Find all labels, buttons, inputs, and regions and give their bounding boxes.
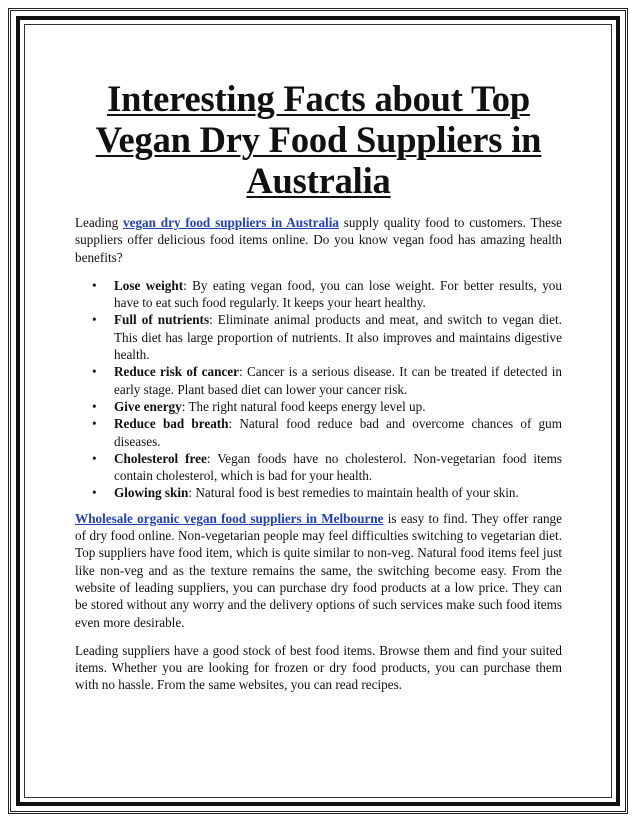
list-item-term: Glowing skin	[114, 485, 189, 501]
intro-text-after: supply quality food to customers. These suppliers offer delicious food items online. Do you know vegan food has amazing health benefits?	[75, 215, 563, 265]
intro-text-before: Leading	[75, 215, 124, 230]
list-item	[75, 311, 562, 363]
document-body	[75, 78, 562, 705]
closing-paragraph: Leading suppliers have a good stock of best food items. Browse them and find your suited items. Whether you are looking for frozen or dry food products, you can purchase them with no hassle. From the same websites, you can read recipes.	[75, 642, 562, 693]
list-item	[75, 398, 562, 415]
list-item	[75, 277, 562, 312]
list-item-text: : Natural food is best remedies to maintain health of your skin.	[188, 485, 519, 501]
list-item	[75, 484, 562, 501]
list-item-text: : By eating vegan food, you can lose weight. For better results, you have to eat such food regularly. It keeps your heart healthy.	[114, 277, 562, 311]
wholesale-paragraph-text: is easy to find. They offer range of dry food online. Non-vegetarian people may feel difficulties switching to vegetarian diet. Top suppliers have food item, which is quite similar to non-veg. Natural food items feel just like non-veg and as the texture remains the same, the switching become easy. From the website of leading suppliers, you can purchase dry food products at a low price. They can be stored without any worry and the delivery options of such services make such food items even more desirable.	[75, 510, 562, 630]
list-item-term: Full of nutrients	[114, 312, 210, 328]
bullet-icon: •	[92, 416, 97, 432]
list-item-term: Reduce bad breath	[114, 416, 229, 432]
list-item-text: : Natural food reduce bad and overcome chances of gum diseases.	[114, 416, 562, 449]
list-item	[75, 415, 562, 450]
list-item-term: Reduce risk of cancer	[114, 364, 239, 380]
vegan-dry-food-suppliers-link[interactable]: vegan dry food suppliers in Australia	[123, 215, 339, 230]
list-item-text: : Eliminate animal products and meat, and switch to vegan diet. This diet has large proportion of nutrients. It also improves and maintains digestive health.	[114, 312, 562, 363]
list-item-term: Give energy	[114, 398, 182, 414]
wholesale-paragraph	[75, 510, 562, 631]
list-item	[75, 450, 562, 485]
list-item-text: : Vegan foods have no cholesterol. Non-vegetarian food items contain cholesterol, which is bad for your health.	[114, 450, 562, 484]
bullet-icon: •	[92, 364, 97, 380]
list-item	[75, 363, 562, 398]
list-item-term: Lose weight	[114, 277, 184, 293]
page-title: Interesting Facts about Top Vegan Dry Food Suppliers in Australia	[95, 78, 542, 201]
benefits-list	[75, 277, 562, 502]
wholesale-melbourne-link[interactable]: Wholesale organic vegan food suppliers in Melbourne	[75, 510, 384, 526]
list-item-text: : Cancer is a serious disease. It can be treated if detected in early stage. Plant based diet can lower your cancer risk.	[114, 364, 563, 397]
bullet-icon: •	[92, 277, 97, 293]
intro-paragraph	[75, 214, 562, 266]
list-item-text: : The right natural food keeps energy level up.	[181, 398, 426, 414]
bullet-icon: •	[92, 450, 97, 466]
list-item-term: Cholesterol free	[114, 450, 207, 466]
bullet-icon: •	[92, 485, 97, 501]
bullet-icon: •	[92, 398, 97, 414]
bullet-icon: •	[92, 312, 97, 328]
